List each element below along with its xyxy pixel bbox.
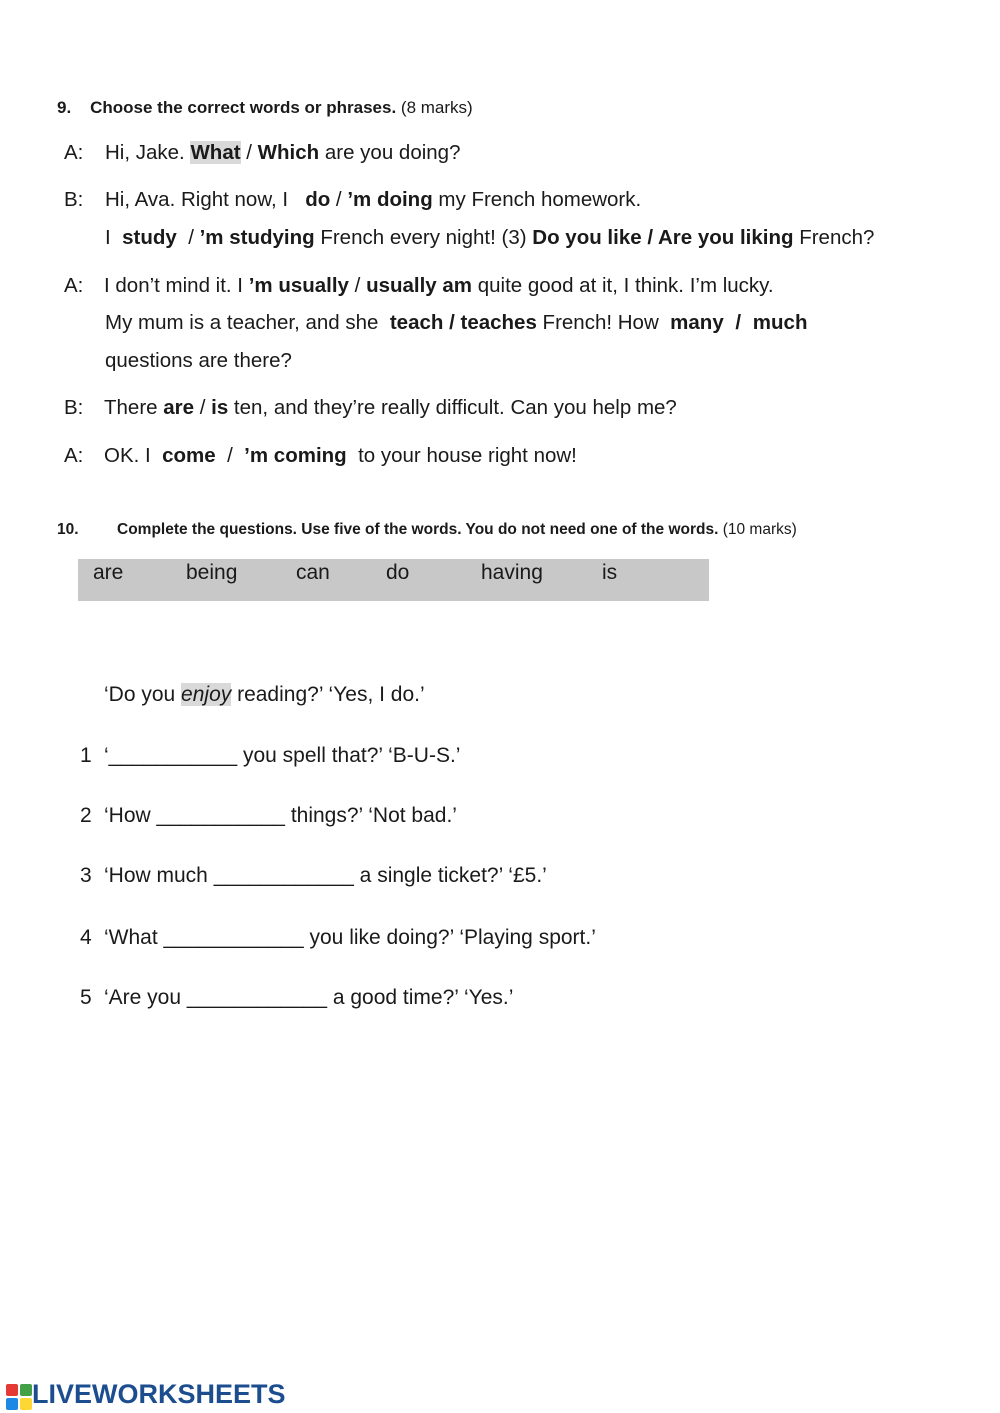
word-bank-item: being (186, 561, 238, 584)
word-bank (78, 559, 709, 601)
option-what[interactable]: What (190, 141, 241, 164)
word-bank-item: having (481, 561, 543, 584)
dialogue-text-8: OK. I come / ’m coming to your house right now! (104, 444, 577, 467)
liveworksheets-logo-icon (6, 1384, 32, 1410)
logo-square-green (20, 1384, 32, 1396)
speaker-label: A: (64, 444, 84, 467)
question-number: 1 (80, 744, 92, 767)
option-which[interactable]: Which (257, 141, 320, 164)
option-come[interactable]: come (162, 444, 216, 467)
dialogue-text-5: My mum is a teacher, and she teach / teaches French! How many / much (105, 311, 808, 334)
question-3[interactable]: ‘How much ____________ a single ticket?’ ‘£5.’ (104, 864, 547, 887)
word-bank-item: are (93, 561, 124, 584)
option-teach-teaches[interactable]: teach / teaches (389, 311, 537, 334)
question-4[interactable]: ‘What ____________ you like doing?’ ‘Playing sport.’ (104, 926, 596, 949)
speaker-label: B: (64, 188, 84, 211)
option-m-coming[interactable]: ’m coming (244, 444, 347, 467)
option-m-studying[interactable]: ’m studying (199, 226, 315, 249)
section9-title: Choose the correct words or phrases. (90, 98, 397, 117)
section10-heading (57, 521, 79, 539)
speaker-label: B: (64, 396, 84, 419)
word-bank-item: can (296, 561, 330, 584)
section10-marks: (10 marks) (722, 521, 797, 538)
option-study[interactable]: study (122, 226, 177, 249)
question-number: 3 (80, 864, 92, 887)
option-do-you-like[interactable]: Do you like / Are you liking (532, 226, 794, 249)
word-bank-item: do (386, 561, 410, 584)
question-number: 4 (80, 926, 92, 949)
dialogue-line-4 (64, 274, 83, 298)
question-5[interactable]: ‘Are you ____________ a good time?’ ‘Yes.’ (104, 986, 514, 1009)
dialogue-text-4: I don’t mind it. I ’m usually / usually am quite good at it, I think. I’m lucky. (104, 274, 774, 297)
dialogue-text-6: questions are there? (105, 349, 292, 372)
logo-square-blue (6, 1398, 18, 1410)
dialogue-text-3: I study / ’m studying French every night! (3) Do you like / Are you liking French? (105, 226, 875, 249)
dialogue-line-7 (64, 396, 83, 420)
example-answer: enjoy (181, 683, 232, 706)
section9-marks: (8 marks) (400, 98, 473, 117)
section10-title-row (117, 521, 797, 539)
dialogue-text-1: Hi, Jake. What / Which are you doing? (105, 141, 461, 164)
option-are[interactable]: are (163, 396, 195, 419)
example-question: ‘Do you enjoy reading?’ ‘Yes, I do.’ (104, 683, 425, 706)
option-do[interactable]: do (305, 188, 331, 211)
option-m-usually[interactable]: ’m usually (248, 274, 349, 297)
section10-title: Complete the questions. Use five of the words. You do not need one of the words. (117, 521, 719, 538)
question-1[interactable]: ‘___________ you spell that?’ ‘B-U-S.’ (104, 744, 461, 767)
dialogue-text-7: There are / is ten, and they’re really difficult. Can you help me? (104, 396, 677, 419)
logo-square-red (6, 1384, 18, 1396)
speaker-label: A: (64, 141, 84, 164)
dialogue-line-2 (64, 188, 83, 212)
option-m-doing[interactable]: ’m doing (347, 188, 433, 211)
section9-number: 9. (57, 98, 72, 117)
question-number: 2 (80, 804, 92, 827)
word-bank-item: is (602, 561, 618, 584)
logo-square-yellow (20, 1398, 32, 1410)
option-is[interactable]: is (211, 396, 229, 419)
section10-number: 10. (57, 521, 79, 538)
question-2[interactable]: ‘How ___________ things?’ ‘Not bad.’ (104, 804, 457, 827)
liveworksheets-logo-text[interactable]: LIVEWORKSHEETS (32, 1379, 286, 1409)
speaker-label: A: (64, 274, 84, 297)
section9-heading (57, 98, 473, 118)
dialogue-text-2: Hi, Ava. Right now, I do / ’m doing my French homework. (105, 188, 642, 211)
option-many-much[interactable]: many / much (670, 311, 808, 334)
dialogue-line-1 (64, 141, 83, 165)
dialogue-line-8 (64, 444, 83, 468)
option-usually-am[interactable]: usually am (366, 274, 473, 297)
question-number: 5 (80, 986, 92, 1009)
